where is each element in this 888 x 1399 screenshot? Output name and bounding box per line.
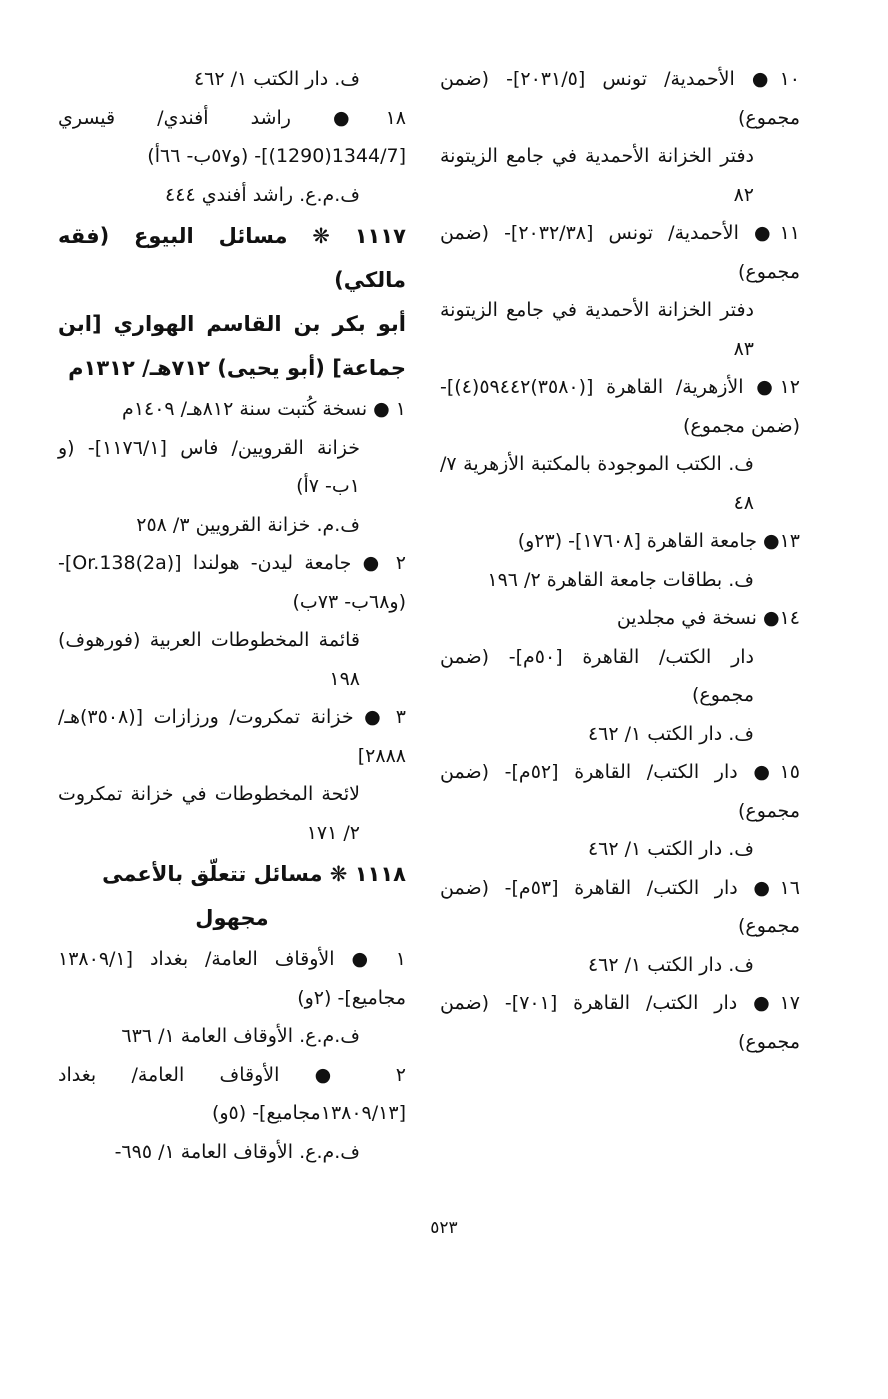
holding-entry: ١١● الأحمدية/ تونس [٢٠٣٢/٣٨]- (ضمن مجموع) <box>440 222 800 283</box>
catalog-reference: ف.م.ع. الأوقاف العامة ١/ ٦٣٦ <box>121 1025 360 1047</box>
holding-entry: ١٢● الأزهرية/ القاهرة [(٣٥٨٠)٥٩٤٤٢(٤)]- (ضمن مجموع) <box>440 376 800 437</box>
work-heading: ١١١٧ ❋ مسائل البيوع (فقه مالكي) <box>58 224 406 292</box>
holding-entry: ١ ● نسخة كُتبت سنة ٨١٢هـ/ ١٤٠٩م <box>122 398 406 420</box>
holding-entry: ٢ ● جامعة ليدن- هولندا [Or.138(2a)]- (و٦٨ب- ٧٣ب) <box>58 552 406 613</box>
catalog-reference: ف.م.ع. راشد أفندي ٤٤٤ <box>165 183 360 206</box>
catalog-reference: قائمة المخطوطات العربية (فورهوف) ١٩٨ <box>58 629 360 690</box>
author-line: مجهول <box>195 906 269 930</box>
catalog-reference: ف. بطاقات جامعة القاهرة ٢/ ١٩٦ <box>487 568 754 591</box>
catalog-reference: ف. دار الكتب ١/ ٤٦٢ <box>193 68 360 90</box>
holding-entry: ١٦● دار الكتب/ القاهرة [٥٣م]- (ضمن مجموع) <box>440 876 801 937</box>
holding-entry: ١٣● جامعة القاهرة [١٧٦٠٨]- (٢٣و) <box>517 530 800 552</box>
holding-entry: ١ ● الأوقاف العامة/ بغداد [١٣٨٠٩/١ مجاميع]- (٢و) <box>58 948 406 1009</box>
holding-entry: ١٧● دار الكتب/ القاهرة [٧٠١]- (ضمن مجموع) <box>440 992 800 1053</box>
catalog-reference: دفتر الخزانة الأحمدية في جامع الزيتونة ٨٢ <box>440 145 754 206</box>
work-heading: ١١١٨ ❋ مسائل تتعلّق بالأعمى <box>102 862 406 886</box>
catalog-reference: ف. دار الكتب ١/ ٤٦٢ <box>587 953 754 976</box>
author-line: أبو بكر بن القاسم الهواري [ابن جماعة] (أبو يحيى) ٧١٢هـ/ ١٣١٢م <box>58 312 406 380</box>
catalog-reference: ف.م. خزانة القرويين ٣/ ٢٥٨ <box>136 513 360 536</box>
catalog-reference: ف. دار الكتب ١/ ٤٦٢ <box>587 722 754 745</box>
holding-entry: ١٤● نسخة في مجلدين <box>616 607 800 629</box>
page-number: ٥٢٣ <box>430 1218 458 1238</box>
holding-entry: ١٥● دار الكتب/ القاهرة [٥٢م]- (ضمن مجموع) <box>440 761 801 822</box>
catalog-reference: لائحة المخطوطات في خزانة تمكروت ٢/ ١٧١ <box>58 783 360 844</box>
holding-location: خزانة القرويين/ فاس [١١٧٦/١]- (و ١ب- ٧أ) <box>58 436 360 497</box>
holding-entry: ١٠● الأحمدية/ تونس [٢٠٣١/٥]- (ضمن مجموع) <box>440 68 800 129</box>
holding-entry: ١٨● راشد أفندي/ قيسري [1344/7(1290)]- (و٥٧ب- ٦٦أ) <box>58 106 406 167</box>
catalog-reference: ف. الكتب الموجودة بالمكتبة الأزهرية ٧/ ٤٨ <box>440 453 754 514</box>
catalog-reference: ف.م.ع. الأوقاف العامة ١/ ٦٩٥- <box>114 1140 360 1163</box>
right-column <box>440 60 800 1061</box>
holding-location: دار الكتب/ القاهرة [٥٠م]- (ضمن مجموع) <box>440 645 754 706</box>
left-column <box>58 60 406 1171</box>
holding-entry: ٢ ● الأوقاف العامة/ بغداد [١٣٨٠٩/١٣مجاميع]- (٥و) <box>58 1063 406 1124</box>
catalog-reference: دفتر الخزانة الأحمدية في جامع الزيتونة ٨٣ <box>440 299 754 360</box>
catalog-reference: ف. دار الكتب ١/ ٤٦٢ <box>587 838 754 860</box>
holding-entry: ٣ ● خزانة تمكروت/ ورزازات [(٣٥٠٨)هـ/٢٨٨٨] <box>58 706 406 767</box>
